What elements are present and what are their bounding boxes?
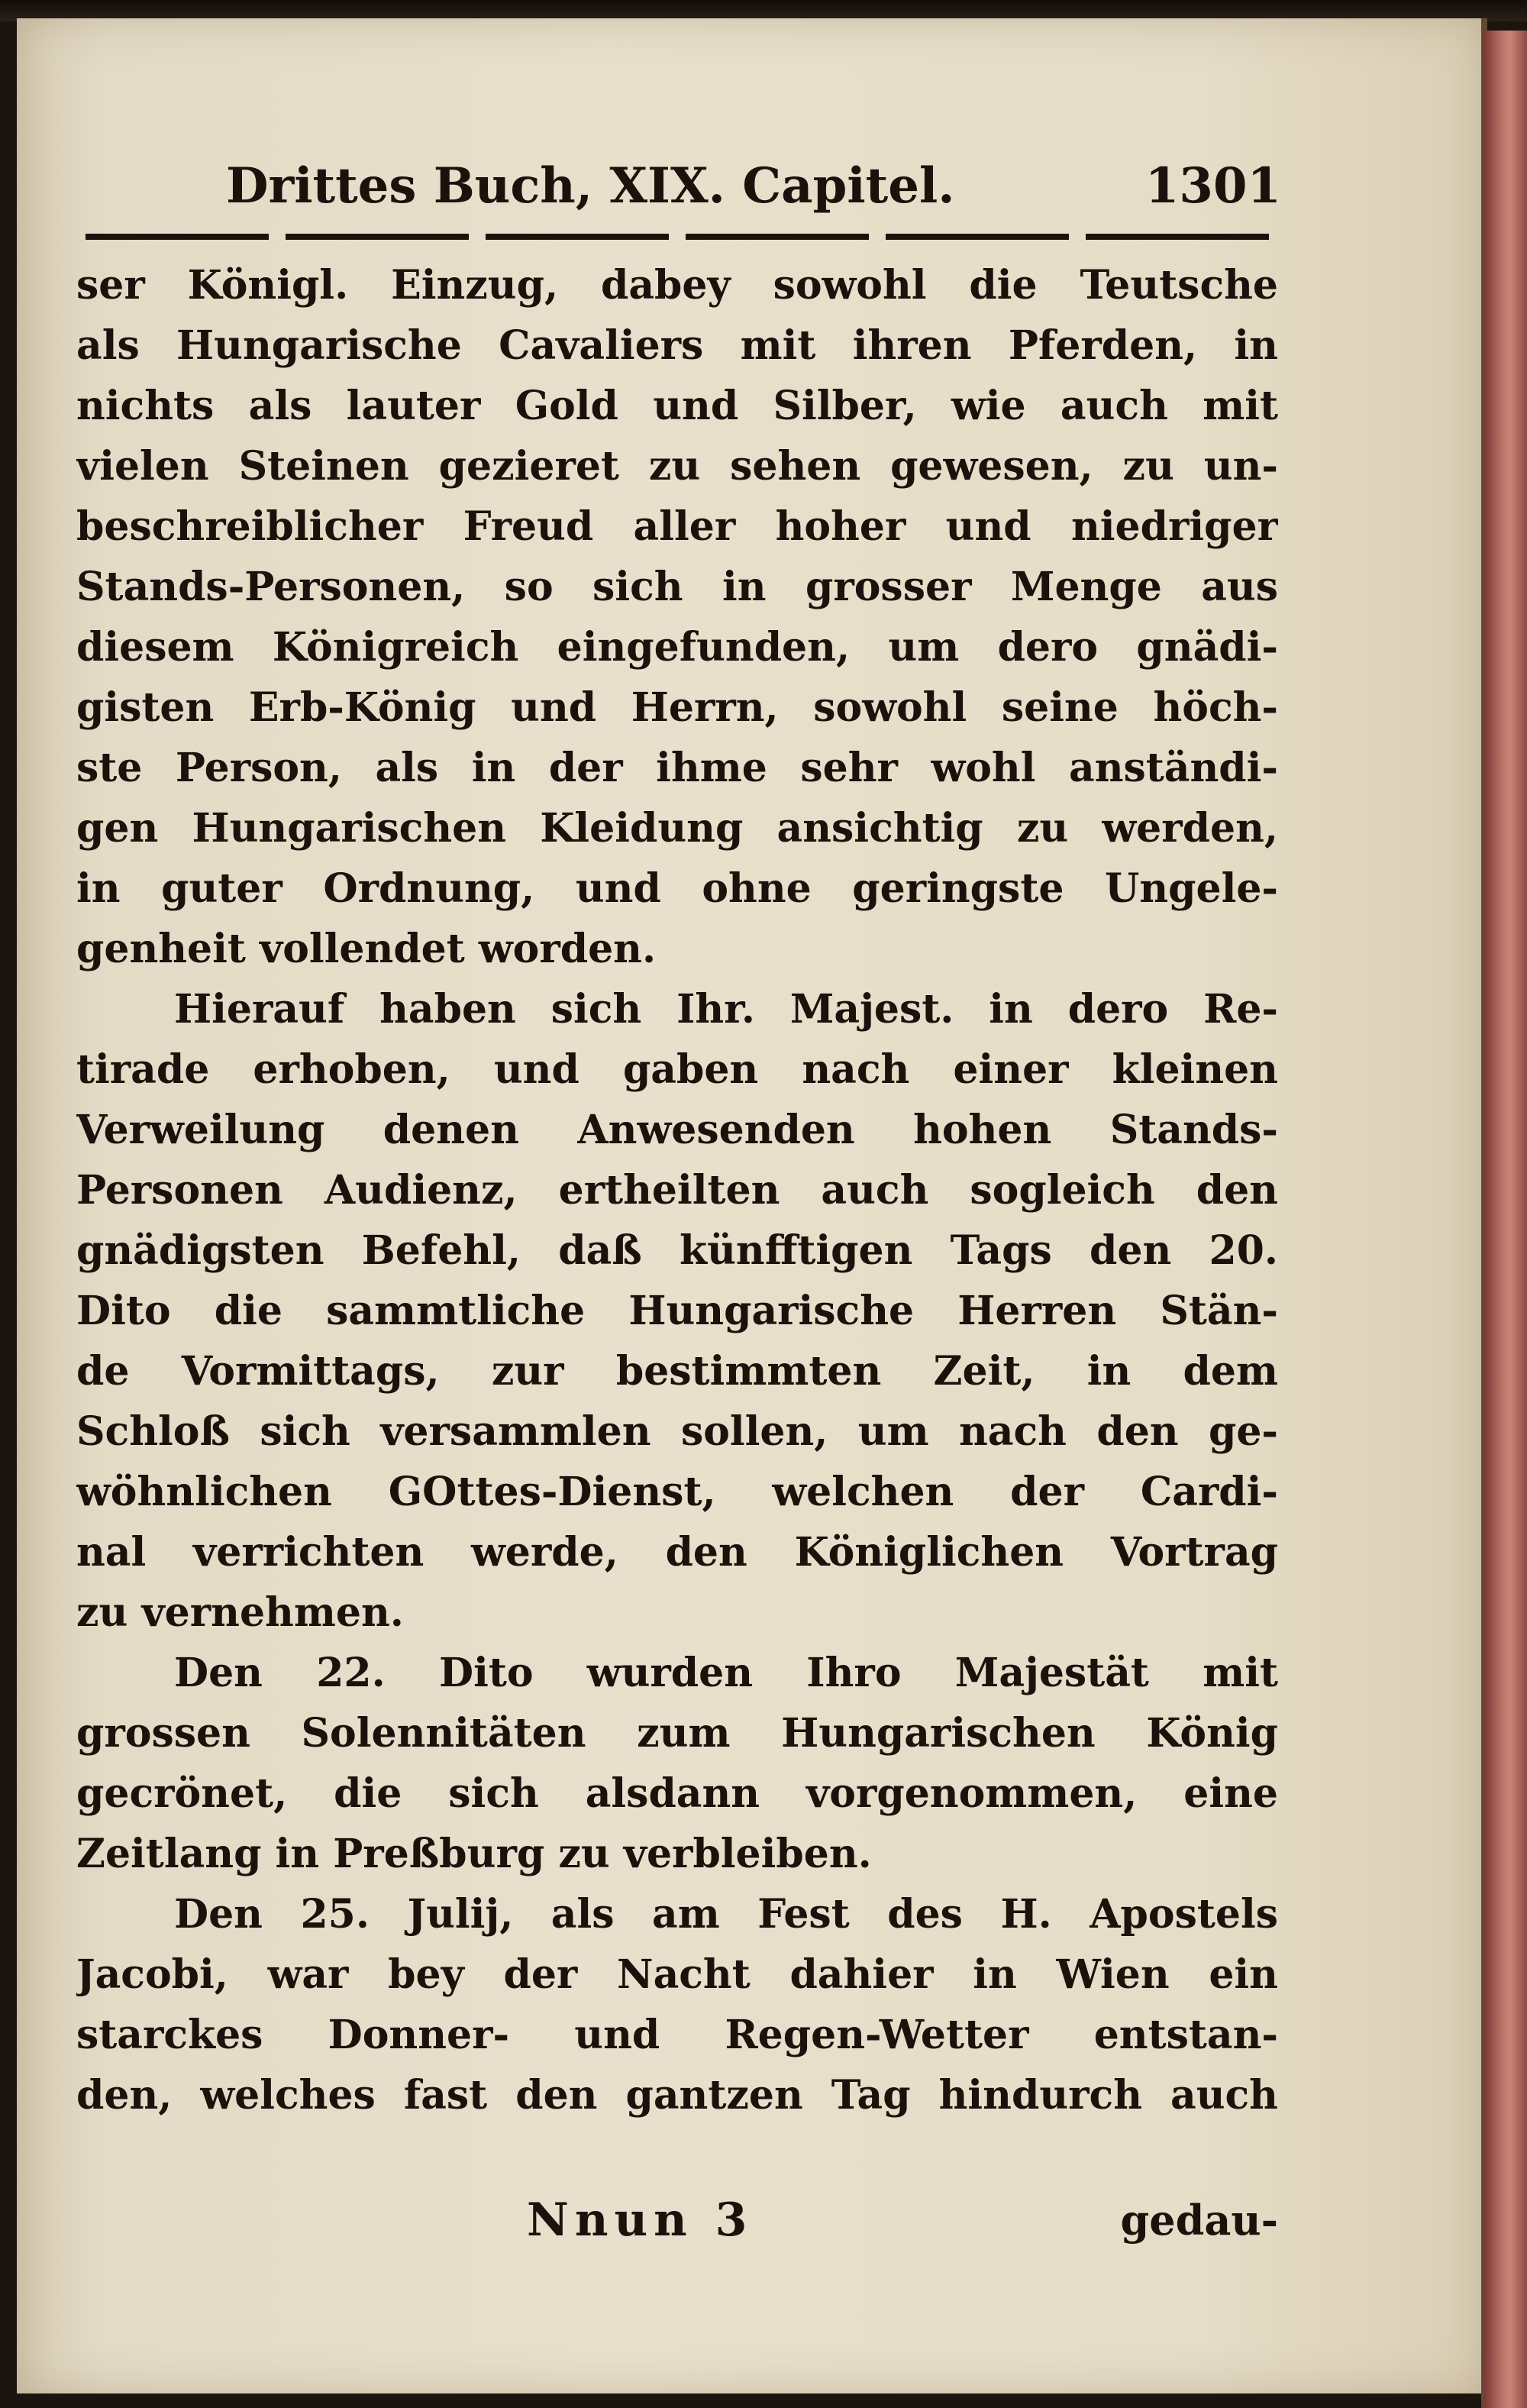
text-line: wöhnlichen GOttes-Dienst, welchen der Cardi- (76, 1469, 1278, 1515)
body-text (76, 255, 1278, 2125)
running-head: Drittes Buch, XIX. Capitel. (226, 157, 955, 215)
text-line: gnädigsten Befehl, daß künfftigen Tags den 20. (76, 1227, 1278, 1274)
text-line: de Vormittags, zur bestimmten Zeit, in dem (76, 1348, 1278, 1395)
text-line: Personen Audienz, ertheilten auch sogleich den (76, 1167, 1278, 1214)
text-line: Verweilung denen Anwesenden hohen Stands- (76, 1107, 1278, 1153)
text-line: diesem Königreich eingefunden, um dero gnädi- (76, 624, 1278, 671)
text-line: grossen Solennitäten zum Hungarischen König (76, 1710, 1278, 1757)
text-line: nichts als lauter Gold und Silber, wie auch mit (76, 383, 1278, 429)
text-line: gisten Erb-König und Herrn, sowohl seine höch- (76, 684, 1278, 731)
text-line: Jacobi, war bey der Nacht dahier in Wien ein (76, 1951, 1278, 1998)
text-line: starckes Donner- und Regen-Wetter entstan- (76, 2012, 1278, 2058)
header-rule (86, 234, 1277, 240)
text-line: Dito die sammtliche Hungarische Herren Stän- (76, 1288, 1278, 1334)
text-line: gecrönet, die sich alsdann vorgenommen, eine (76, 1770, 1278, 1817)
text-line: ser Königl. Einzug, dabey sowohl die Teutsche (76, 262, 1278, 309)
paragraph-start-line: Den 22. Dito wurden Ihro Majestät mit (174, 1650, 1278, 1696)
text-line: in guter Ordnung, und ohne geringste Ungele- (76, 865, 1278, 912)
text-line: beschreiblicher Freud aller hoher und niedriger (76, 503, 1278, 550)
text-line: nal verrichten werde, den Königlichen Vortrag (76, 1529, 1278, 1576)
book-cover-edge (1484, 31, 1527, 2408)
catchword: gedau- (1120, 2196, 1278, 2245)
text-line: Schloß sich versammlen sollen, um nach den ge- (76, 1408, 1278, 1455)
text-line: genheit vollendet worden. (76, 926, 657, 972)
signature-mark: Nnun 3 (527, 2193, 754, 2247)
text-line: den, welches fast den gantzen Tag hindurch auch (76, 2072, 1278, 2119)
text-line: Stands-Personen, so sich in grosser Menge aus (76, 564, 1278, 610)
text-line: tirade erhoben, und gaben nach einer kleinen (76, 1046, 1278, 1093)
paragraph-start-line: Hierauf haben sich Ihr. Majest. in dero Re- (174, 986, 1278, 1033)
paragraph-start-line: Den 25. Julij, als am Fest des H. Apostels (174, 1891, 1278, 1938)
text-line: vielen Steinen gezieret zu sehen gewesen, zu un- (76, 443, 1278, 490)
text-line: Zeitlang in Preßburg zu verbleiben. (76, 1831, 872, 1877)
text-line: ste Person, als in der ihme sehr wohl anständi- (76, 745, 1278, 791)
text-line: zu vernehmen. (76, 1589, 404, 1636)
text-line: gen Hungarischen Kleidung ansichtig zu werden, (76, 805, 1278, 852)
text-line: als Hungarische Cavaliers mit ihren Pferden, in (76, 322, 1278, 369)
page-number: 1301 (1144, 157, 1281, 215)
